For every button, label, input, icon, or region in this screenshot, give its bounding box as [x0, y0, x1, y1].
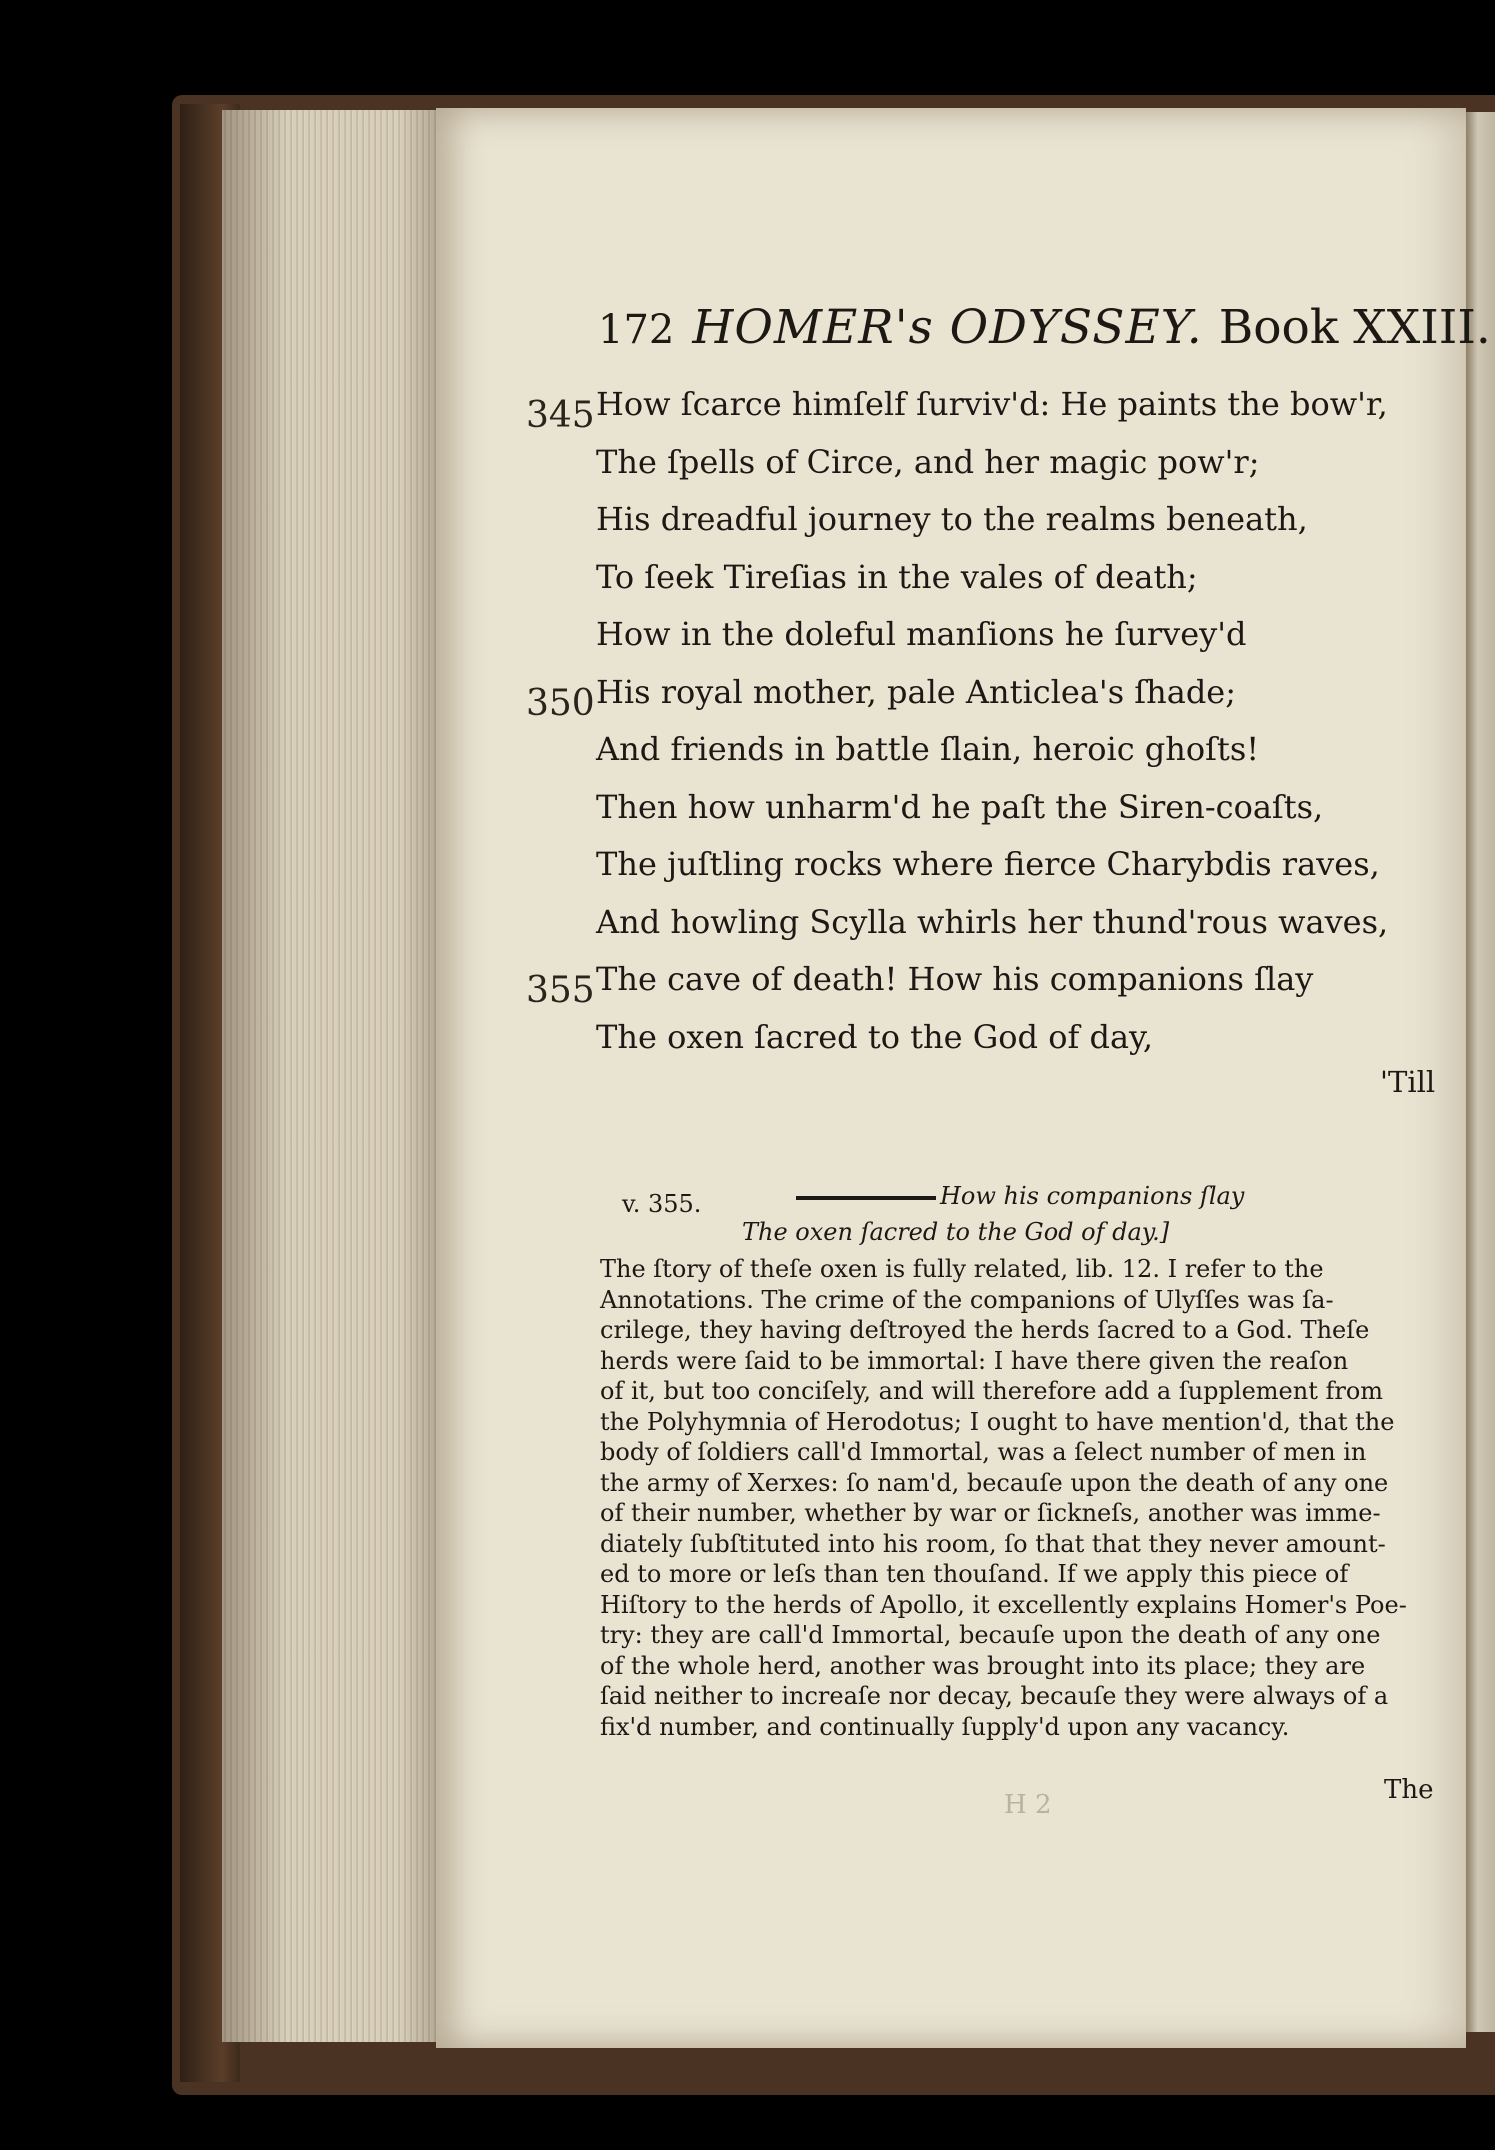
- footnote-line: The ſtory of theſe oxen is fully related, lib. 12. I refer to the: [600, 1255, 1324, 1283]
- note-quote-1: [796, 1182, 1244, 1210]
- footnote-line: diately ſubſtituted into his room, ſo that that they never amount-: [600, 1529, 1386, 1558]
- verse-line: How in the doleful manſions he ſurvey'd: [596, 615, 1247, 653]
- facing-page-edge: [1466, 112, 1495, 2032]
- line-number: 350: [526, 682, 595, 724]
- line-number: 345: [526, 395, 595, 436]
- footnote-line: Annotations. The crime of the companions of Ulyſſes was ſa-: [600, 1285, 1334, 1314]
- catchword-bottom: The: [1384, 1775, 1434, 1805]
- footnote-line: ed to more or leſs than ten thouſand. If we apply this piece of: [600, 1560, 1349, 1588]
- footnote-line: of their number, whether by war or ſickneſs, another was imme-: [600, 1499, 1381, 1527]
- verse-line: How ſcarce himſelf ſurviv'd: He paints the bow'r,: [596, 385, 1388, 423]
- verse-line: His royal mother, pale Anticlea's ſhade;: [596, 672, 1237, 711]
- footnote-line: herds were ſaid to be immortal: I have there given the reaſon: [600, 1346, 1349, 1375]
- verse-line: His dreadful journey to the realms beneath,: [596, 500, 1308, 538]
- verse-line: To ſeek Tireſias in the vales of death;: [596, 557, 1198, 596]
- footnote-line: fix'd number, and continually ſupply'd upon any vacancy.: [600, 1712, 1290, 1741]
- footnote-line: Hiſtory to the herds of Apollo, it excellently explains Homer's Poe-: [600, 1590, 1407, 1619]
- footnote-line: the Polyhymnia of Herodotus; I ought to have mention'd, that the: [600, 1407, 1395, 1436]
- footnote-line: the army of Xerxes: ſo nam'd, becauſe upon the death of any one: [600, 1468, 1389, 1497]
- note-quote-2: The oxen ſacred to the God of day.]: [742, 1218, 1170, 1246]
- catchword-top: 'Till: [1380, 1065, 1436, 1099]
- footnote-line: of it, but too conciſely, and will therefore add a ſupplement from: [600, 1377, 1384, 1405]
- verse-line: And howling Scylla whirls her thund'rous waves,: [596, 902, 1389, 941]
- footnote-line: crilege, they having deſtroyed the herds ſacred to a God. Theſe: [600, 1316, 1370, 1344]
- note-quote-1-text: How his companions ſlay: [940, 1182, 1245, 1210]
- page-number: 172: [598, 307, 675, 353]
- verse-line: The oxen ſacred to the God of day,: [596, 1017, 1154, 1056]
- footnote-line: body of ſoldiers call'd Immortal, was a ſelect number of men in: [600, 1438, 1367, 1466]
- footnote-line: of the whole herd, another was brought into its place; they are: [600, 1651, 1366, 1680]
- footnote-line: try: they are call'd Immortal, becauſe upon the death of any one: [600, 1621, 1381, 1649]
- verse-line: The juſtling rocks where fierce Charybdis raves,: [596, 845, 1380, 883]
- note-dash: [796, 1196, 936, 1200]
- page-edges-shadow: [222, 110, 442, 2042]
- footnote-line: ſaid neither to increaſe nor decay, becauſe they were always of a: [600, 1682, 1389, 1710]
- verse-line: Then how unharm'd he paſt the Siren-coaſts,: [596, 787, 1324, 826]
- verse-line: And friends in battle ſlain, heroic ghoſts!: [596, 730, 1260, 768]
- signature-mark: H 2: [1004, 1790, 1052, 1820]
- note-verse-ref: v. 355.: [622, 1190, 702, 1218]
- verse-line: The ſpells of Circe, and her magic pow'r;: [596, 442, 1260, 481]
- running-header: [598, 300, 1491, 355]
- verse-line: The cave of death! How his companions ſlay: [596, 960, 1314, 998]
- header-book: Book XXIII.: [1218, 300, 1491, 355]
- line-number: 355: [526, 970, 595, 1011]
- header-title: HOMER's ODYSSEY.: [692, 300, 1203, 355]
